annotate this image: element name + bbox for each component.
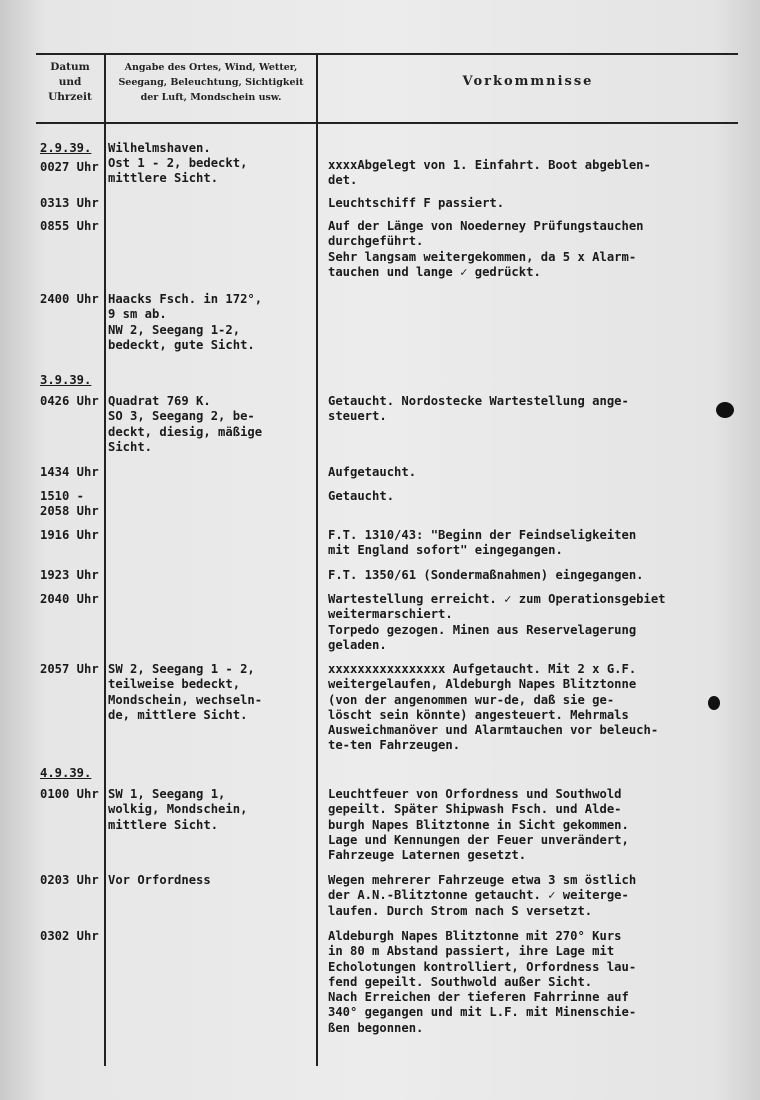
time-2400: 2400 Uhr [40, 292, 99, 306]
time-0313: 0313 Uhr [40, 196, 99, 210]
time-1923: 1923 Uhr [40, 568, 99, 582]
ink-blot [708, 696, 720, 710]
time-0027: 0027 Uhr [40, 160, 99, 174]
time-0426: 0426 Uhr [40, 394, 99, 408]
time-0203: 0203 Uhr [40, 873, 99, 887]
time-0100: 0100 Uhr [40, 787, 99, 801]
event-14: Leuchtfeuer von Orfordness und Southwold gepeilt. Später Shipwash Fsch. und Alde- burgh Napes Blitztonne in Sicht gekommen. Lage und Kennungen der Feuer unverändert, Fahrzeuge Laternen gesetzt. [328, 787, 629, 863]
place-0: Wilhelmshaven. [108, 141, 211, 155]
column-divider-2 [316, 53, 318, 1066]
date-2-9-39: 2.9.39. [40, 141, 92, 155]
place-6: Quadrat 769 K. SO 3, Seegang 2, be- deckt, diesig, mäßige Sicht. [108, 394, 263, 454]
time-0855: 0855 Uhr [40, 219, 99, 233]
place-12: SW 2, Seegang 1 - 2, teilweise bedeckt, Mondschein, wechseln- de, mittlere Sicht. [108, 662, 263, 722]
event-12: xxxxxxxxxxxxxxxx Aufgetaucht. Mit 2 x G.F. weitergelaufen, Aldeburgh Napes Blitztonne (von der angenommen wur-de, daß sie ge- löscht sein könnte) angesteuert. Mehrmals Ausweichmanöver und Alarmtauchen vor beleuch- te-ten Fahrzeugen. [328, 662, 659, 753]
place-15: Vor Orfordness [108, 873, 211, 887]
table-top-rule [36, 53, 738, 55]
header-rule [36, 122, 738, 124]
event-10: F.T. 1350/61 (Sondermaßnahmen) eingegangen. [328, 568, 644, 582]
event-9: F.T. 1310/43: "Beginn der Feindseligkeiten mit England sofort" eingegangen. [328, 528, 637, 558]
date-4-9-39: 4.9.39. [40, 766, 92, 780]
header-events: Vorkommnisse [462, 74, 594, 89]
event-7: Aufgetaucht. [328, 465, 417, 479]
time-2057: 2057 Uhr [40, 662, 99, 676]
time-1510-2058: 1510 - 2058 Uhr [40, 489, 99, 519]
event-16: Aldeburgh Napes Blitztonne mit 270° Kurs in 80 m Abstand passiert, ihre Lage mit Echolotungen kontrolliert, Orfordness lau- fend gepeilt. Southwold außer Sicht. Nach Erreichen der tieferen Fahrrinne auf 340° gegangen und mit L.F. mit Minenschie- ßen begonnen. [328, 929, 637, 1035]
event-3: Auf der Länge von Noederney Prüfungstauchen durchgeführt. Sehr langsam weitergekommen, da 5 x Alarm- tauchen und lange ✓ gedrückt. [328, 219, 644, 279]
event-2: Leuchtschiff F passiert. [328, 196, 505, 210]
event-1: xxxxAbgelegt von 1. Einfahrt. Boot abgeblen- det. [328, 158, 651, 188]
event-11: Wartestellung erreicht. ✓ zum Operationsgebiet weitermarschiert. Torpedo gezogen. Minen aus Reservelagerung geladen. [328, 592, 666, 652]
date-3-9-39: 3.9.39. [40, 373, 92, 387]
event-6: Getaucht. Nordostecke Wartestellung ange- steuert. [328, 394, 629, 424]
ink-blot [716, 402, 734, 418]
time-1916: 1916 Uhr [40, 528, 99, 542]
event-8: Getaucht. [328, 489, 395, 503]
column-divider-1 [104, 53, 106, 1066]
header-location-weather: Angabe des Ortes, Wind, Wetter, Seegang, Beleuchtung, Sichtigkeit der Luft, Mondschein usw. [118, 62, 304, 103]
place-4: Haacks Fsch. in 172°, 9 sm ab. NW 2, Seegang 1-2, bedeckt, gute Sicht. [108, 292, 263, 352]
time-2040: 2040 Uhr [40, 592, 99, 606]
time-0302: 0302 Uhr [40, 929, 99, 943]
event-15: Wegen mehrerer Fahrzeuge etwa 3 sm östlich der A.N.-Blitztonne getaucht. ✓ weiterge- laufen. Durch Strom nach S versetzt. [328, 873, 637, 918]
place-14: SW 1, Seegang 1, wolkig, Mondschein, mittlere Sicht. [108, 787, 248, 832]
time-1434: 1434 Uhr [40, 465, 99, 479]
place-1: Ost 1 - 2, bedeckt, mittlere Sicht. [108, 156, 248, 186]
header-date-time: Datum und Uhrzeit [48, 61, 92, 103]
